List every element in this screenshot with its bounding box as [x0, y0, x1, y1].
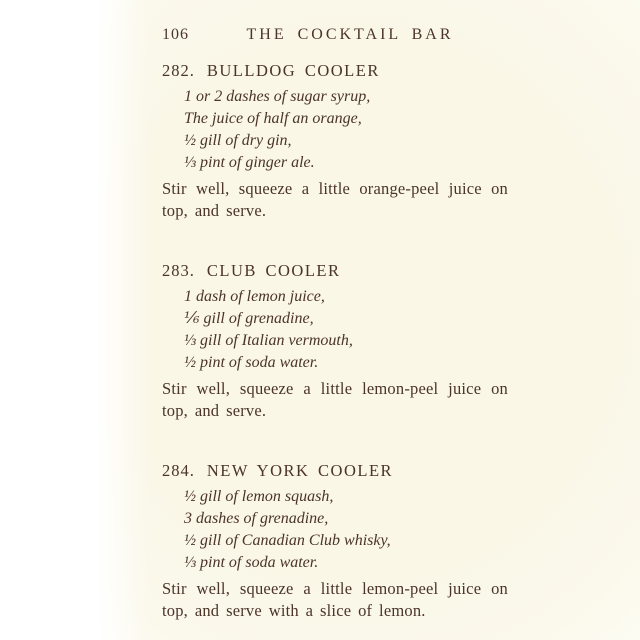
ingredient-line: ⅓ pint of soda water. — [184, 554, 319, 571]
ingredient-line: 1 or 2 dashes of sugar syrup, — [184, 88, 371, 105]
ingredient-line: 1 dash of lemon juice, — [184, 288, 325, 305]
recipe-section-bulldog-cooler — [162, 60, 508, 222]
recipe-number: 283. — [162, 261, 195, 280]
recipe-instructions: Stir well, squeeze a little lemon-peel juice on top, and serve. — [162, 379, 508, 420]
recipe-section-club-cooler — [162, 260, 508, 422]
page-number: 106 — [162, 26, 189, 43]
recipe-title: BULLDOG COOLER — [206, 61, 380, 80]
recipe-section-new-york-cooler — [162, 460, 508, 622]
ingredient-line: ½ pint of soda water. — [184, 354, 319, 371]
ingredient-line: ⅓ pint of ginger ale. — [184, 154, 315, 171]
page-header — [162, 26, 508, 48]
running-title: THE COCKTAIL BAR — [246, 26, 454, 43]
recipe-title: NEW YORK COOLER — [206, 461, 394, 480]
ingredient-line: ½ gill of lemon squash, — [184, 488, 334, 505]
recipe-instructions: Stir well, squeeze a little lemon-peel juice on top, and serve with a slice of lemon. — [162, 579, 508, 620]
ingredient-line: 3 dashes of grenadine, — [184, 510, 329, 527]
recipe-heading — [162, 260, 508, 282]
ingredient-line: ½ gill of dry gin, — [184, 132, 292, 149]
recipe-heading — [162, 460, 508, 482]
ingredient-line: ⅓ gill of Italian vermouth, — [184, 332, 353, 349]
ingredient-line: ⅙ gill of grenadine, — [184, 310, 314, 327]
page-content — [162, 26, 508, 622]
recipe-number: 282. — [162, 61, 195, 80]
recipe-instructions: Stir well, squeeze a little orange-peel juice on top, and serve. — [162, 179, 508, 220]
ingredient-list — [162, 486, 508, 574]
ingredient-list — [162, 86, 508, 174]
ingredient-line: The juice of half an orange, — [184, 110, 362, 127]
recipe-title: CLUB COOLER — [206, 261, 341, 280]
recipe-heading — [162, 60, 508, 82]
recipe-number: 284. — [162, 461, 195, 480]
ingredient-list — [162, 286, 508, 374]
ingredient-line: ½ gill of Canadian Club whisky, — [184, 532, 391, 549]
